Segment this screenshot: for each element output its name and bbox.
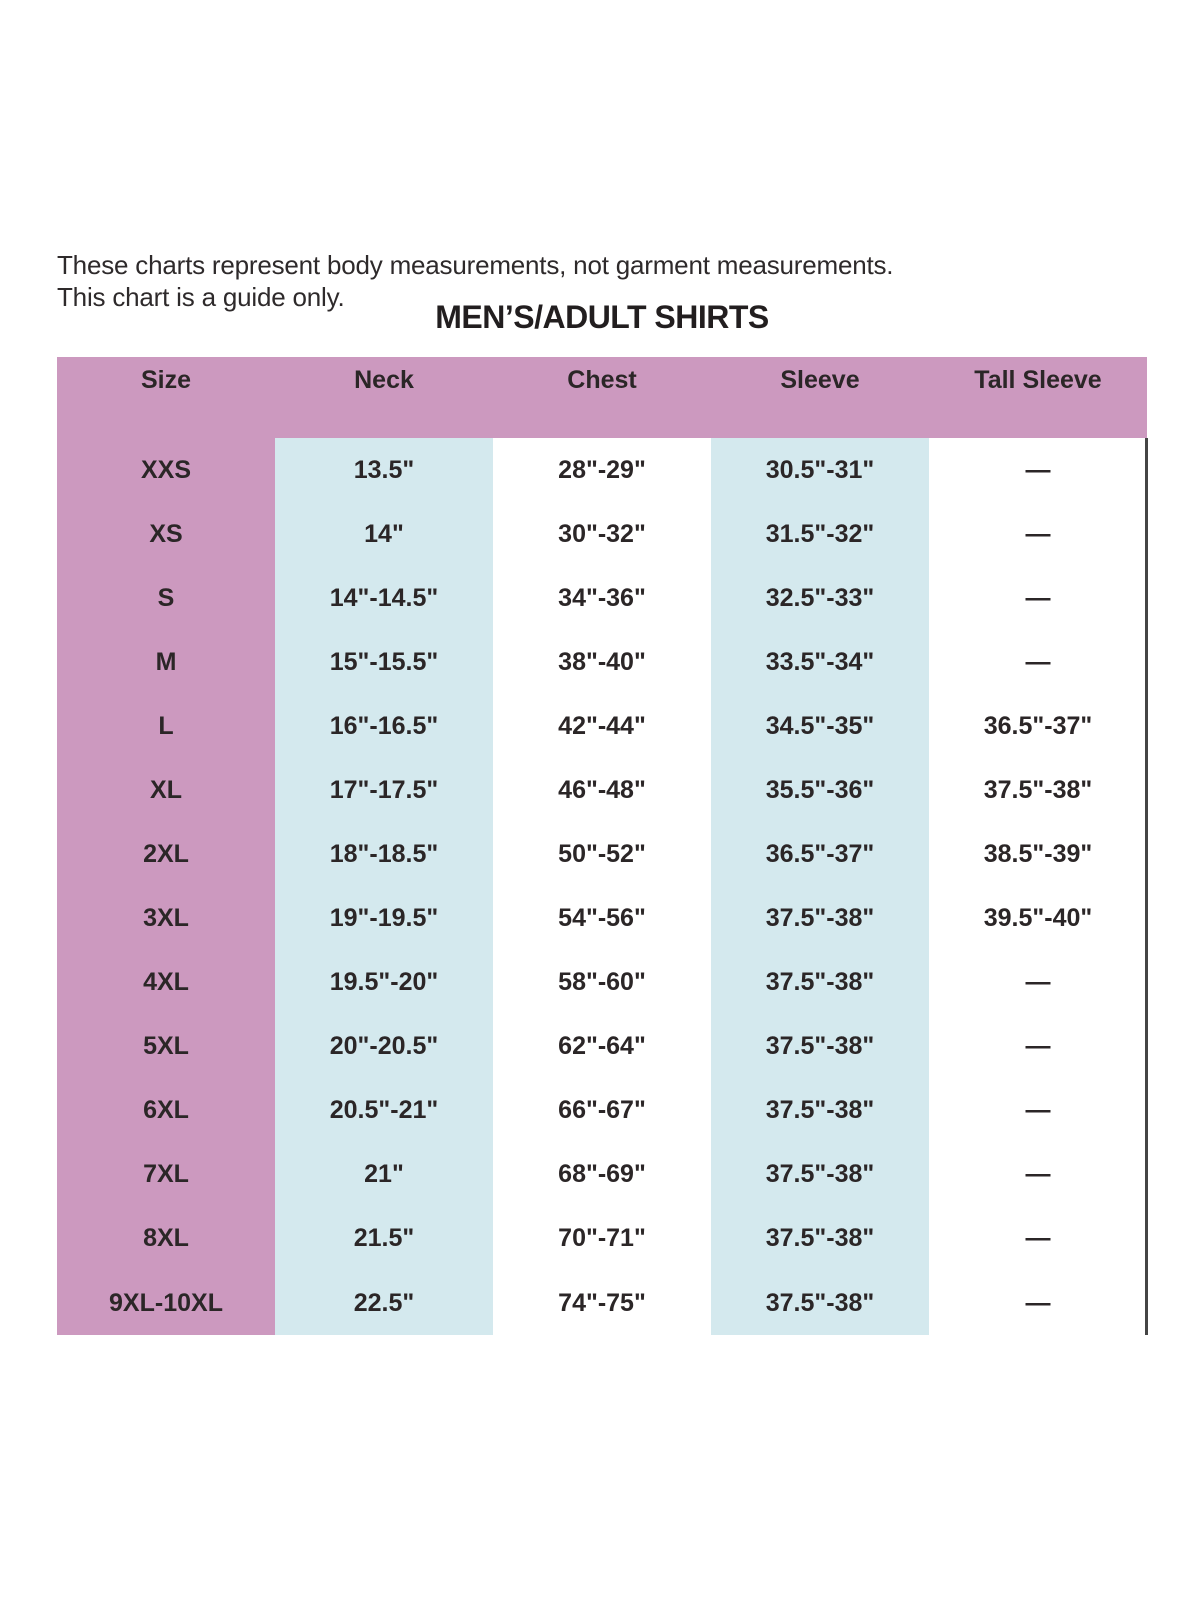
table-cell: 35.5"-36" <box>711 758 929 822</box>
table-cell: 7XL <box>57 1143 275 1207</box>
table-row <box>57 1207 1147 1271</box>
table-cell: 37.5"-38" <box>711 1079 929 1143</box>
table-cell: 22.5" <box>275 1271 493 1335</box>
table-cell: 16"-16.5" <box>275 694 493 758</box>
table-cell: 13.5" <box>275 438 493 502</box>
table-cell: 20"-20.5" <box>275 1015 493 1079</box>
table-cell: 32.5"-33" <box>711 566 929 630</box>
measurement-note-line1: These charts represent body measurements, not garment measurements. <box>57 250 894 280</box>
table-row <box>57 1271 1147 1335</box>
table-row <box>57 1079 1147 1143</box>
table-cell: L <box>57 694 275 758</box>
table-row <box>57 566 1147 630</box>
table-cell: 34.5"-35" <box>711 694 929 758</box>
column-header-chest: Chest <box>567 366 637 394</box>
table-cell: 70"-71" <box>558 1224 646 1253</box>
table-cell: XXS <box>57 438 275 502</box>
table-cell: — <box>1025 647 1051 676</box>
table-cell: 4XL <box>57 951 275 1015</box>
table-row <box>57 502 1147 566</box>
table-cell: 17"-17.5" <box>275 758 493 822</box>
size-chart-table <box>57 357 1147 1335</box>
table-cell: 33.5"-34" <box>711 630 929 694</box>
table-cell: 36.5"-37" <box>711 822 929 886</box>
table-cell: 66"-67" <box>558 1096 646 1125</box>
table-cell: 31.5"-32" <box>711 502 929 566</box>
table-cell: 58"-60" <box>558 968 646 997</box>
table-row <box>57 758 1147 822</box>
table-cell: 3XL <box>57 887 275 951</box>
table-row <box>57 438 1147 502</box>
table-header-row <box>57 357 1147 438</box>
table-cell: 62"-64" <box>558 1032 646 1061</box>
table-row <box>57 694 1147 758</box>
table-cell: 20.5"-21" <box>275 1079 493 1143</box>
table-cell: 37.5"-38" <box>711 951 929 1015</box>
table-cell: 8XL <box>57 1207 275 1271</box>
table-row <box>57 822 1147 886</box>
column-header-size: Size <box>140 366 192 394</box>
table-cell: XS <box>57 502 275 566</box>
table-row <box>57 951 1147 1015</box>
measurement-note-line2: This chart is a guide only. <box>57 282 345 312</box>
table-cell: 21.5" <box>275 1207 493 1271</box>
table-cell: 74"-75" <box>558 1288 646 1317</box>
table-cell: 30.5"-31" <box>711 438 929 502</box>
table-right-border <box>1145 438 1148 1335</box>
table-cell: — <box>1025 519 1051 548</box>
chart-title: MEN’S/ADULT SHIRTS <box>435 299 769 335</box>
table-cell: 34"-36" <box>558 583 646 612</box>
table-cell: M <box>57 630 275 694</box>
table-cell: 14"-14.5" <box>275 566 493 630</box>
table-cell: 14" <box>275 502 493 566</box>
table-cell: 37.5"-38" <box>711 1143 929 1207</box>
table-cell: 15"-15.5" <box>275 630 493 694</box>
table-cell: 6XL <box>57 1079 275 1143</box>
column-header-sleeve: Sleeve <box>780 366 860 394</box>
table-cell: 50"-52" <box>558 840 646 868</box>
table-cell: 18"-18.5" <box>275 822 493 886</box>
table-cell: 36.5"-37" <box>983 711 1093 740</box>
table-cell: 39.5"-40" <box>983 904 1093 933</box>
table-cell: 38"-40" <box>558 647 646 676</box>
table-cell: 5XL <box>57 1015 275 1079</box>
table-cell: 30"-32" <box>558 519 646 548</box>
table-cell: 54"-56" <box>558 904 646 933</box>
table-cell: 37.5"-38" <box>711 1207 929 1271</box>
table-cell: XL <box>57 758 275 822</box>
column-header-tall-sleeve: Tall Sleeve <box>974 366 1102 394</box>
table-cell: 37.5"-38" <box>711 1015 929 1079</box>
table-cell: 28"-29" <box>558 455 646 484</box>
table-cell: 2XL <box>57 822 275 886</box>
table-cell: — <box>1025 1224 1051 1253</box>
table-cell: 37.5"-38" <box>711 1271 929 1335</box>
table-cell: — <box>1025 1032 1051 1061</box>
table-cell: 37.5"-38" <box>711 887 929 951</box>
table-cell: 38.5"-39" <box>983 840 1093 868</box>
table-cell: 68"-69" <box>558 1160 646 1189</box>
table-cell: — <box>1025 1160 1051 1189</box>
table-cell: 42"-44" <box>558 711 646 740</box>
table-cell: S <box>57 566 275 630</box>
table-cell: 21" <box>275 1143 493 1207</box>
table-cell: — <box>1025 1288 1051 1317</box>
table-cell: — <box>1025 1096 1051 1125</box>
table-cell: 46"-48" <box>558 775 646 804</box>
table-row <box>57 1143 1147 1207</box>
table-row <box>57 887 1147 951</box>
table-cell: 19.5"-20" <box>275 951 493 1015</box>
table-cell: 37.5"-38" <box>983 775 1093 804</box>
table-body <box>57 438 1147 1335</box>
table-cell: — <box>1025 968 1051 997</box>
table-cell: 9XL-10XL <box>57 1271 275 1335</box>
table-row <box>57 1015 1147 1079</box>
table-row <box>57 630 1147 694</box>
table-cell: — <box>1025 455 1051 484</box>
column-header-neck: Neck <box>354 366 414 394</box>
table-cell: 19"-19.5" <box>275 887 493 951</box>
table-cell: — <box>1025 583 1051 612</box>
